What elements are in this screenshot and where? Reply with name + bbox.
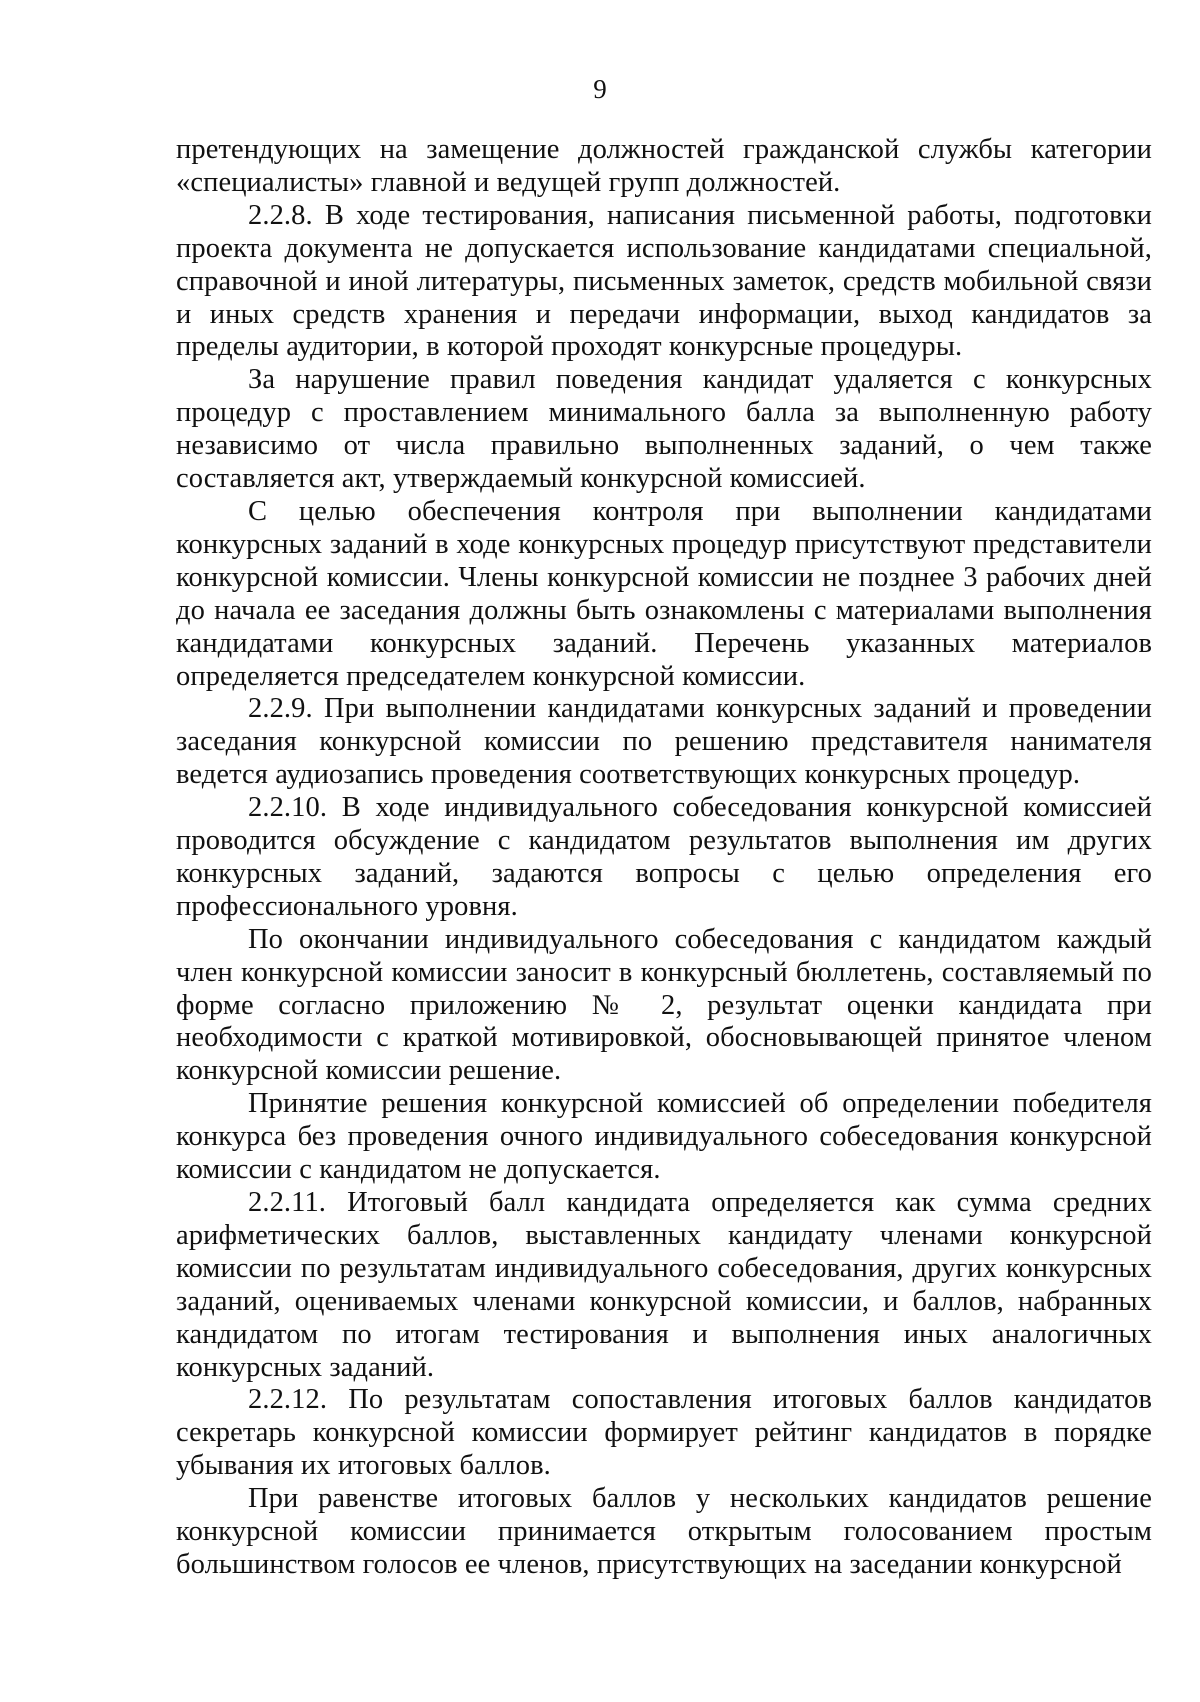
clause-2-2-12 bbox=[176, 1384, 1152, 1483]
paragraph bbox=[176, 364, 1152, 496]
paragraph-text: При выполнении кандидатами конкурсных заданий и проведении заседания конкурсной комиссии по решению представителя нанимателя ведется аудиозапись проведения соответствующих конкурсных процедур. bbox=[176, 693, 1152, 791]
paragraph-text: Итоговый балл кандидата определяется как сумма средних арифметических баллов, выставленных кандидату членами конкурсной комиссии по результатам индивидуального собеседования, других конкурсных заданий, оцениваемых членами конкурсной комиссии, и баллов, набранных кандидатом по итогам тестирования и выполнения иных аналогичных конкурсных заданий. bbox=[176, 1187, 1152, 1383]
paragraph-text: По окончании индивидуального собеседования с кандидатом каждый член конкурсной комиссии заносит в конкурсный бюллетень, составляемый по форме согласно приложению № 2, результат оценки кандидата при необходимости с краткой мотивировкой, обосновывающей принятое членом конкурсной комиссии решение. bbox=[176, 923, 1152, 1087]
document-body bbox=[176, 134, 1152, 1582]
paragraph-text: Принятие решения конкурсной комиссией об определении победителя конкурса без проведения очного индивидуального собеседования конкурсной комиссии с кандидатом не допускается. bbox=[176, 1088, 1152, 1186]
clause-number: 2.2.11. bbox=[248, 1187, 327, 1218]
clause-2-2-8 bbox=[176, 200, 1152, 365]
paragraph bbox=[176, 924, 1152, 1089]
paragraph bbox=[176, 1483, 1152, 1582]
clause-2-2-9 bbox=[176, 693, 1152, 792]
paragraph bbox=[176, 1088, 1152, 1187]
paragraph-text: При равенстве итоговых баллов у нескольких кандидатов решение конкурсной комиссии принимается открытым голосованием простым большинством голосов ее членов, присутствующих на заседании конкурсной bbox=[176, 1483, 1152, 1580]
clause-number: 2.2.10. bbox=[248, 792, 328, 824]
paragraph-text: В ходе индивидуального собеседования конкурсной комиссией проводится обсуждение с кандидатом результатов выполнения им других конкурсных заданий, задаются вопросы с целью определения его профессионального уровня. bbox=[176, 792, 1152, 922]
paragraph-text: С целью обеспечения контроля при выполнении кандидатами конкурсных заданий в ходе конкурсных процедур присутствуют представители конкурсной комиссии. Члены конкурсной комиссии не позднее 3 рабочих дней до начала ее заседания должны быть ознакомлены с материалами выполнения кандидатами конкурсных заданий. Перечень указанных материалов определяется председателем конкурсной комиссии. bbox=[176, 495, 1152, 692]
clause-number: 2.2.12. bbox=[248, 1384, 328, 1416]
clause-2-2-11 bbox=[176, 1187, 1152, 1384]
paragraph-text: За нарушение правил поведения кандидат удаляется с конкурсных процедур с проставлением минимального балла за выполненную работу независимо от числа правильно выполненных заданий, о чем также составляется акт, утверждаемый конкурсной комиссией. bbox=[176, 364, 1152, 495]
clause-2-2-10 bbox=[176, 792, 1152, 924]
paragraph-text: претендующих на замещение должностей гражданской службы категории «специалисты» главной и ведущей групп должностей. bbox=[176, 134, 1152, 198]
paragraph-text: В ходе тестирования, написания письменной работы, подготовки проекта документа не допускается использование кандидатами специальной, справочной и иной литературы, письменных заметок, средств мобильной связи и иных средств хранения и передачи информации, выход кандидатов за пределы аудитории, в которой проходят конкурсные процедуры. bbox=[176, 199, 1152, 363]
paragraph-continued bbox=[176, 134, 1152, 200]
clause-number: 2.2.9. bbox=[248, 693, 313, 725]
paragraph bbox=[176, 496, 1152, 693]
paragraph-text: По результатам сопоставления итоговых баллов кандидатов секретарь конкурсной комиссии формирует рейтинг кандидатов в порядке убывания их итоговых баллов. bbox=[176, 1384, 1152, 1482]
clause-number: 2.2.8. bbox=[248, 199, 313, 231]
page-number: 9 bbox=[593, 74, 607, 104]
